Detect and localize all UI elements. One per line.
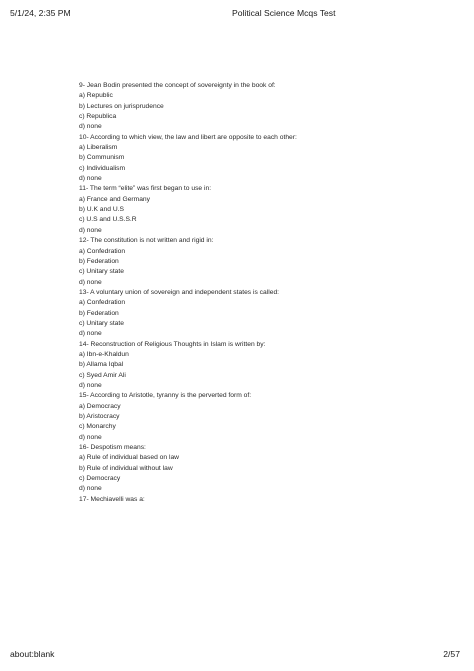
print-footer (0, 649, 474, 663)
question-text: 10- According to which view, the law and libert are opposite to each other: (79, 133, 297, 141)
option-b: b) Allama Iqbal (79, 361, 124, 369)
option-c: c) Syed Amir Ali (79, 371, 126, 379)
option-a: a) Democracy (79, 402, 121, 410)
option-a: a) Rule of individual based on law (79, 454, 180, 462)
question-block (79, 340, 439, 392)
option-c: c) Unitary state (79, 319, 124, 327)
question-text: 14- Reconstruction of Religious Thoughts in Islam is written by: (79, 340, 266, 348)
page-number: 2/57 (443, 649, 460, 659)
question-block (79, 495, 439, 505)
option-c: c) Republica (79, 113, 117, 121)
option-d: d) none (79, 381, 102, 389)
mcq-list (79, 81, 439, 505)
question-block (79, 288, 439, 340)
option-d: d) none (79, 330, 102, 338)
document-title: Political Science Mcqs Test (232, 8, 336, 18)
question-block (79, 443, 439, 495)
option-d: d) none (79, 433, 102, 441)
option-b: b) Federation (79, 309, 119, 317)
option-a: a) Liberalism (79, 144, 118, 152)
option-d: d) none (79, 278, 102, 286)
option-b: b) Rule of individual without law (79, 464, 173, 472)
option-d: d) none (79, 226, 102, 234)
question-text: 13- A voluntary union of sovereign and independent states is called: (79, 288, 280, 296)
option-a: a) Confedration (79, 247, 126, 255)
question-block (79, 133, 439, 185)
question-block (79, 184, 439, 236)
question-block (79, 81, 439, 133)
option-b: b) Aristocracy (79, 413, 120, 420)
option-c: c) Individualism (79, 164, 126, 172)
option-a: a) Republic (79, 92, 113, 100)
option-b: b) Communism (79, 154, 125, 162)
option-c: c) Democracy (79, 475, 121, 483)
option-a: a) Confedration (79, 299, 126, 307)
option-d: d) none (79, 485, 102, 493)
option-c: c) U.S and U.S.S.R (79, 216, 137, 224)
print-datetime: 5/1/24, 2:35 PM (10, 8, 71, 18)
question-text: 11- The term “elite” was first began to use in: (79, 185, 212, 193)
question-text: 9- Jean Bodin presented the concept of sovereignty in the book of: (79, 82, 276, 89)
question-text: 17- Mechiavelli was a: (79, 495, 145, 503)
option-d: d) none (79, 123, 102, 131)
page-url: about:blank (10, 649, 55, 659)
option-b: b) U.K and U.S (79, 206, 124, 214)
option-c: c) Unitary state (79, 268, 124, 276)
question-block (79, 391, 439, 443)
option-c: c) Monarchy (79, 423, 116, 431)
print-header (0, 8, 474, 22)
question-text: 12- The constitution is not written and rigid in: (79, 237, 214, 245)
option-a: a) Ibn-e-Khaldun (79, 350, 129, 358)
question-block (79, 236, 439, 288)
question-text: 15- According to Aristotle, tyranny is the perverted form of: (79, 392, 252, 400)
option-b: b) Lectures on jurisprudence (79, 102, 164, 110)
option-d: d) none (79, 175, 102, 183)
question-text: 16- Despotism means: (79, 444, 146, 452)
option-a: a) France and Germany (79, 195, 150, 203)
option-b: b) Federation (79, 257, 119, 265)
